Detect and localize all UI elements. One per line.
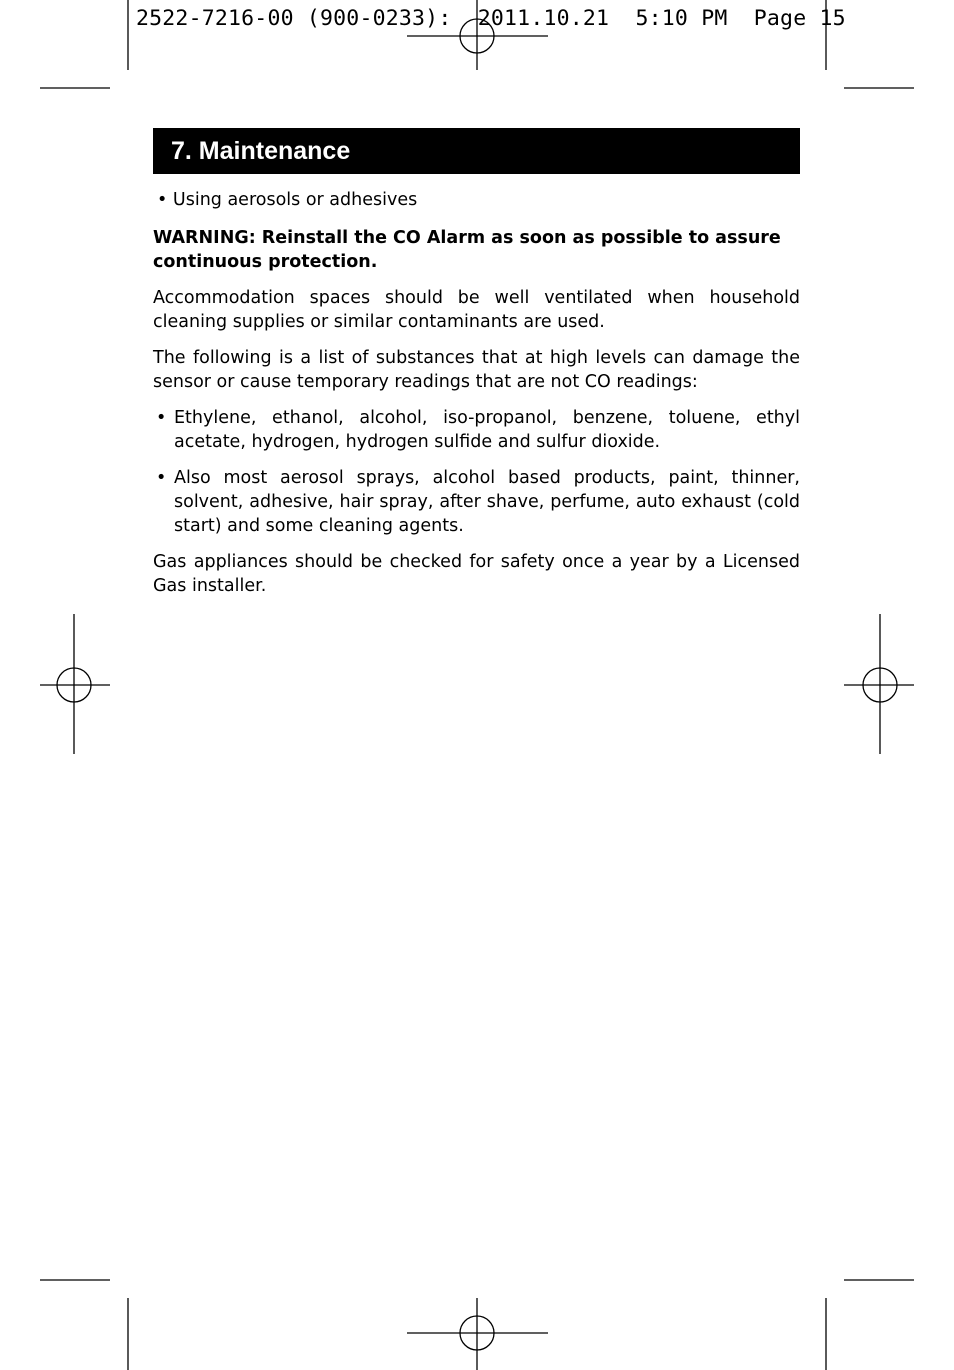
bullet-dot: • — [156, 408, 167, 428]
bullet-dot: • — [157, 190, 168, 210]
paragraph-substances-intro: The following is a list of substances that at high levels can damage the sensor or cause temporary readings that are not CO readings: — [153, 348, 800, 392]
warning-reinstall: WARNING: Reinstall the CO Alarm as soon as possible to assure continuous protection. — [153, 228, 781, 272]
bullet-dot: • — [156, 468, 167, 488]
bullet-aerosols — [157, 188, 800, 212]
list-item-text: Also most aerosol sprays, alcohol based products, paint, thinner, solvent, adhesive, hair spray, after shave, perfume, auto exhaust (cold start) and some cleaning agents. — [174, 468, 800, 536]
section-header-bar — [153, 128, 800, 174]
paragraph-gas-appliances: Gas appliances should be checked for safety once a year by a Licensed Gas installer. — [153, 552, 800, 596]
maintenance-content — [153, 188, 800, 610]
list-item-text: Ethylene, ethanol, alcohol, iso-propanol, benzene, toluene, ethyl acetate, hydrogen, hydrogen sulfide and sulfur dioxide. — [174, 408, 800, 452]
bullet-aerosols-text: Using aerosols or adhesives — [172, 190, 418, 210]
list-item — [153, 466, 800, 538]
paragraph-ventilation: Accommodation spaces should be well ventilated when household cleaning supplies or similar contaminants are used. — [153, 288, 800, 332]
substances-list — [153, 406, 800, 538]
section-title: 7. Maintenance — [171, 136, 351, 165]
list-item — [153, 406, 800, 454]
print-slug: 2522-7216-00 (900-0233): 2011.10.21 5:10 PM Page 15 — [136, 6, 846, 31]
